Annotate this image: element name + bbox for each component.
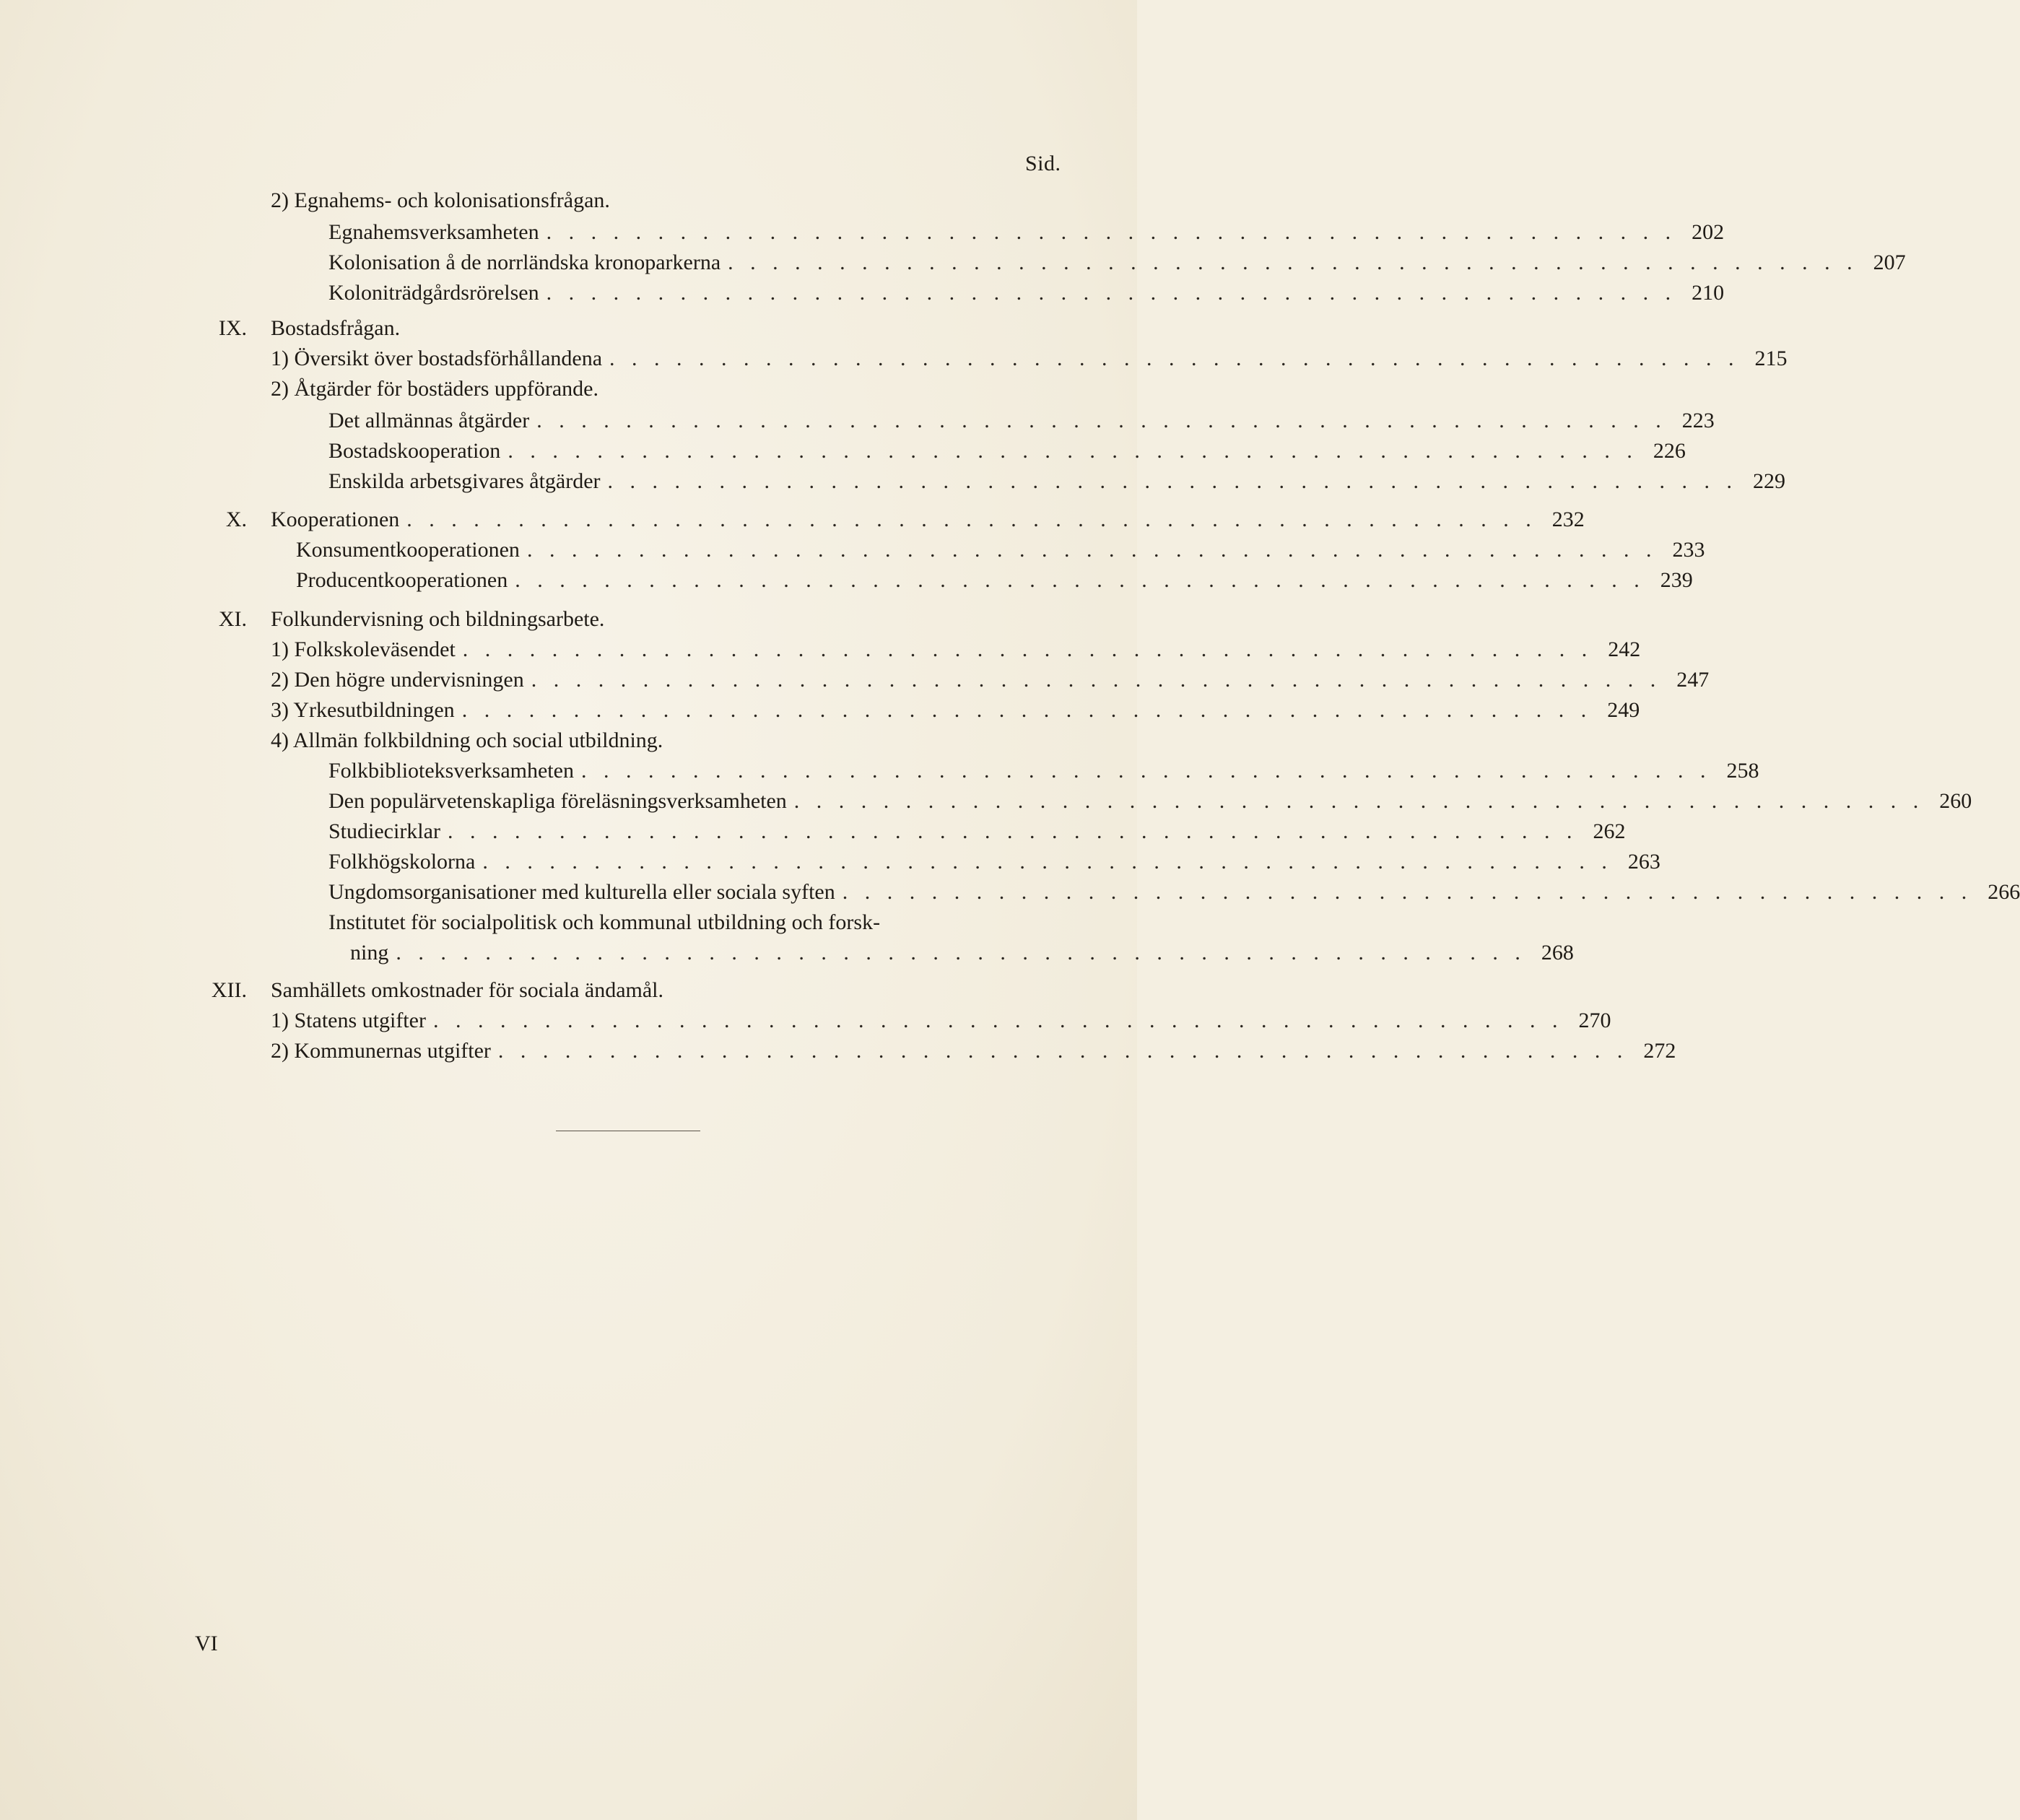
page-number: 247 — [1676, 668, 1710, 692]
page-number: 262 — [1593, 819, 1626, 843]
page-number: 223 — [1681, 409, 1715, 432]
toc-entry: 1) Statens utgifter . . . . . . . . . . . . . . . . . . . . . . . . . . . . . . . . . . . . . . . . . . . . . . . . . . . 270 — [271, 1005, 1066, 1037]
toc-entry: Bostadskooperation . . . . . . . . . . . . . . . . . . . . . . . . . . . . . . . . . . . . . . . . . . . . . . . . . . . 226 — [328, 435, 1066, 467]
toc-entry: Producentkooperationen . . . . . . . . . . . . . . . . . . . . . . . . . . . . . . . . . . . . . . . . . . . . . . . . . . . 239 — [296, 565, 1066, 596]
leader-dots: . . . . . . . . . . . . . . . . . . . . . . . . . . . . . . . . . . . . . . . . . . . . . . . . . . . — [728, 251, 1858, 274]
page-number: 202 — [1692, 220, 1725, 244]
page-number: 233 — [1672, 538, 1705, 562]
page-number: 207 — [1873, 251, 1906, 274]
page-number: 263 — [1627, 850, 1660, 874]
toc-entry: Den populärvetenskapliga föreläsningsverksamheten . . . . . . . . . . . . . . . . . . . . . . . . . . . . . . . . . . . . . . . . . . . . . . . . . . . 260 — [328, 785, 1066, 817]
leader-dots: . . . . . . . . . . . . . . . . . . . . . . . . . . . . . . . . . . . . . . . . . . . . . . . . . . . — [432, 1009, 1564, 1032]
page-number: 229 — [1753, 469, 1786, 493]
toc-entry: 1) Folkskoleväsendet . . . . . . . . . . . . . . . . . . . . . . . . . . . . . . . . . . . . . . . . . . . . . . . . . . . 242 — [271, 634, 1066, 666]
leader-dots: . . . . . . . . . . . . . . . . . . . . . . . . . . . . . . . . . . . . . . . . . . . . . . . . . . . — [531, 668, 1662, 692]
section-numeral: XII. — [211, 978, 247, 1002]
toc-entry: Studiecirklar . . . . . . . . . . . . . . . . . . . . . . . . . . . . . . . . . . . . . . . . . . . . . . . . . . . 262 — [328, 816, 1066, 848]
leader-dots: . . . . . . . . . . . . . . . . . . . . . . . . . . . . . . . . . . . . . . . . . . . . . . . . . . . — [546, 281, 1677, 305]
toc-entry: 3) Yrkesutbildningen . . . . . . . . . . . . . . . . . . . . . . . . . . . . . . . . . . . . . . . . . . . . . . . . . . . 249 — [271, 695, 1066, 726]
toc-entry: Koloniträdgårdsrörelsen . . . . . . . . . . . . . . . . . . . . . . . . . . . . . . . . . . . . . . . . . . . . . . . . . . . 210 — [328, 277, 1066, 309]
section-numeral: IX. — [218, 316, 247, 340]
leader-dots: . . . . . . . . . . . . . . . . . . . . . . . . . . . . . . . . . . . . . . . . . . . . . . . . . . . — [842, 880, 1973, 904]
toc-entry: Det allmännas åtgärder . . . . . . . . . . . . . . . . . . . . . . . . . . . . . . . . . . . . . . . . . . . . . . . . . . . 223 — [328, 405, 1066, 437]
page-number: 249 — [1607, 698, 1640, 722]
page-number: 266 — [1988, 880, 2020, 904]
leader-dots: . . . . . . . . . . . . . . . . . . . . . . . . . . . . . . . . . . . . . . . . . . . . . . . . . . . — [461, 698, 1593, 722]
page-number: 210 — [1692, 281, 1725, 305]
section-heading: Bostadsfrågan. — [271, 316, 401, 340]
page-number: 232 — [1551, 508, 1585, 531]
toc-entry: 2) Kommunernas utgifter . . . . . . . . . . . . . . . . . . . . . . . . . . . . . . . . . . . . . . . . . . . . . . . . . . . 272 — [271, 1035, 1066, 1067]
toc-entry: Konsumentkooperationen . . . . . . . . . . . . . . . . . . . . . . . . . . . . . . . . . . . . . . . . . . . . . . . . . . . 233 — [296, 534, 1066, 566]
leader-dots: . . . . . . . . . . . . . . . . . . . . . . . . . . . . . . . . . . . . . . . . . . . . . . . . . . . — [607, 469, 1738, 493]
leader-dots: . . . . . . . . . . . . . . . . . . . . . . . . . . . . . . . . . . . . . . . . . . . . . . . . . . . — [396, 941, 1526, 965]
leader-dots: . . . . . . . . . . . . . . . . . . . . . . . . . . . . . . . . . . . . . . . . . . . . . . . . . . . — [536, 409, 1667, 432]
leader-dots: . . . . . . . . . . . . . . . . . . . . . . . . . . . . . . . . . . . . . . . . . . . . . . . . . . . — [580, 759, 1712, 783]
leader-dots: . . . . . . . . . . . . . . . . . . . . . . . . . . . . . . . . . . . . . . . . . . . . . . . . . . . — [515, 568, 1645, 592]
page-number: 270 — [1578, 1009, 1611, 1032]
page-number: 239 — [1660, 568, 1693, 592]
toc-entry: Ungdomsorganisationer med kulturella eller sociala syften . . . . . . . . . . . . . . . . . . . . . . . . . . . . . . . . . . . . . . . . . . . . . . . . . . . 266 — [328, 876, 1066, 908]
page-number: 258 — [1726, 759, 1759, 783]
toc-entry: Enskilda arbetsgivares åtgärder . . . . . . . . . . . . . . . . . . . . . . . . . . . . . . . . . . . . . . . . . . . . . . . . . . . 229 — [328, 466, 1066, 497]
leader-dots: . . . . . . . . . . . . . . . . . . . . . . . . . . . . . . . . . . . . . . . . . . . . . . . . . . . — [462, 637, 1593, 661]
leader-dots: . . . . . . . . . . . . . . . . . . . . . . . . . . . . . . . . . . . . . . . . . . . . . . . . . . . — [406, 508, 1537, 531]
page-folio: VI — [195, 1632, 218, 1655]
leader-dots: . . . . . . . . . . . . . . . . . . . . . . . . . . . . . . . . . . . . . . . . . . . . . . . . . . . — [497, 1039, 1629, 1063]
subsection-heading: 2) Åtgärder för bostäders uppförande. — [271, 377, 598, 401]
toc-entry: Kolonisation å de norrländska kronoparkerna . . . . . . . . . . . . . . . . . . . . . . . . . . . . . . . . . . . . . . . . . . . . . . . . . . . 207 — [328, 247, 1066, 279]
toc-entry: Folkbiblioteksverksamheten . . . . . . . . . . . . . . . . . . . . . . . . . . . . . . . . . . . . . . . . . . . . . . . . . . . 258 — [328, 755, 1066, 787]
leader-dots: . . . . . . . . . . . . . . . . . . . . . . . . . . . . . . . . . . . . . . . . . . . . . . . . . . . — [546, 220, 1677, 244]
page-number: 272 — [1643, 1039, 1676, 1063]
toc-entry-continued: Institutet för socialpolitisk och kommunal utbildning och forsk- — [328, 910, 881, 934]
section-heading: Folkundervisning och bildningsarbete. — [271, 607, 605, 631]
leader-dots: . . . . . . . . . . . . . . . . . . . . . . . . . . . . . . . . . . . . . . . . . . . . . . . . . . . — [482, 850, 1613, 874]
leader-dots: . . . . . . . . . . . . . . . . . . . . . . . . . . . . . . . . . . . . . . . . . . . . . . . . . . . — [526, 538, 1658, 562]
page-number: 226 — [1653, 439, 1686, 463]
leader-dots: . . . . . . . . . . . . . . . . . . . . . . . . . . . . . . . . . . . . . . . . . . . . . . . . . . . — [508, 439, 1638, 463]
page-number: 242 — [1608, 637, 1641, 661]
toc-entry: ning . . . . . . . . . . . . . . . . . . . . . . . . . . . . . . . . . . . . . . . . . . . . . . . . . . . 268 — [350, 937, 1066, 969]
toc-entry: Kooperationen . . . . . . . . . . . . . . . . . . . . . . . . . . . . . . . . . . . . . . . . . . . . . . . . . . . 232 — [271, 504, 1066, 536]
section-numeral: X. — [225, 508, 247, 531]
page-number: 268 — [1541, 941, 1574, 965]
leader-dots: . . . . . . . . . . . . . . . . . . . . . . . . . . . . . . . . . . . . . . . . . . . . . . . . . . . — [447, 819, 1578, 843]
toc-entry: Egnahemsverksamheten . . . . . . . . . . . . . . . . . . . . . . . . . . . . . . . . . . . . . . . . . . . . . . . . . . . 202 — [328, 217, 1066, 248]
page-column-heading: Sid. — [1025, 152, 1061, 175]
leader-dots: . . . . . . . . . . . . . . . . . . . . . . . . . . . . . . . . . . . . . . . . . . . . . . . . . . . — [793, 789, 1925, 813]
section-numeral: XI. — [218, 607, 247, 631]
page-number: 215 — [1754, 347, 1788, 370]
toc-entry: 2) Den högre undervisningen . . . . . . . . . . . . . . . . . . . . . . . . . . . . . . . . . . . . . . . . . . . . . . . . . . . 247 — [271, 664, 1066, 696]
toc-entry: 1) Översikt över bostadsförhållandena . . . . . . . . . . . . . . . . . . . . . . . . . . . . . . . . . . . . . . . . . . . . . . . . . . . 215 — [271, 343, 1066, 375]
subsection-heading: 2) Egnahems- och kolonisationsfrågan. — [271, 188, 610, 212]
leader-dots: . . . . . . . . . . . . . . . . . . . . . . . . . . . . . . . . . . . . . . . . . . . . . . . . . . . — [609, 347, 1740, 370]
page-number: 260 — [1939, 789, 1972, 813]
toc-entry: Folkhögskolorna . . . . . . . . . . . . . . . . . . . . . . . . . . . . . . . . . . . . . . . . . . . . . . . . . . . 263 — [328, 846, 1066, 878]
section-heading: Samhällets omkostnader för sociala ändamål. — [271, 978, 663, 1002]
subsection-heading: 4) Allmän folkbildning och social utbildning. — [271, 728, 663, 752]
